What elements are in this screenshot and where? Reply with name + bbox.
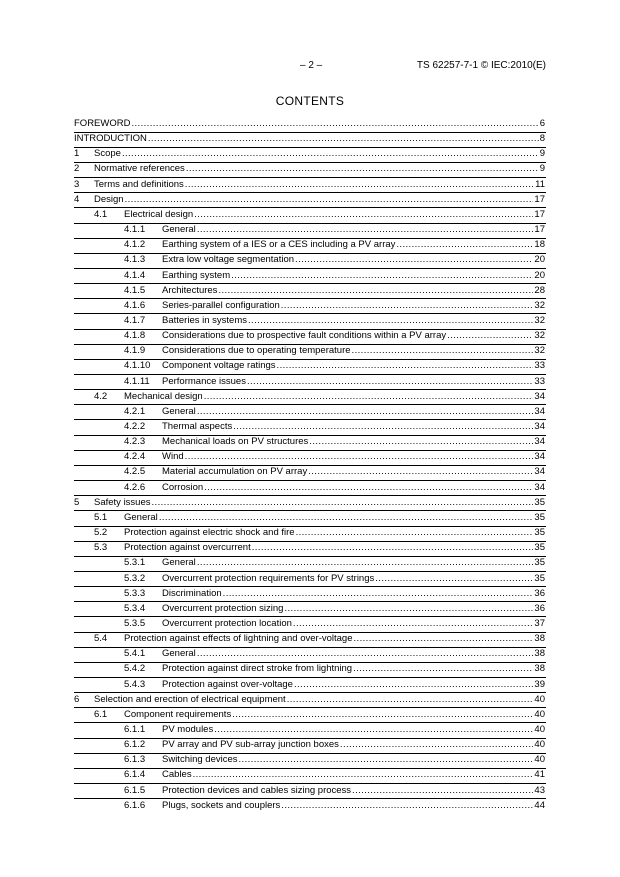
dot-leader <box>159 512 534 524</box>
toc-entry-title: Plugs, sockets and couplers <box>162 799 281 811</box>
toc-entry-title: Overcurrent protection requirements for PV strings <box>162 572 375 584</box>
toc-entry <box>0 360 620 372</box>
toc-entry-page: 40 <box>534 739 545 751</box>
toc-entry-page: 40 <box>534 693 545 705</box>
toc-entry-title: PV modules <box>162 724 214 735</box>
toc-entry-page: 33 <box>534 375 545 387</box>
page-header <box>0 60 620 74</box>
toc-entry-title: Material accumulation on PV array <box>162 466 308 478</box>
toc-entry-page: 36 <box>534 587 545 599</box>
toc-entry-page: 34 <box>534 451 545 463</box>
toc-entry-number: 2 <box>74 163 80 175</box>
toc-entry-number: 5.1 <box>94 511 108 523</box>
dot-leader <box>122 148 539 160</box>
toc-entry-number: 4 <box>74 193 80 205</box>
dot-leader <box>296 527 534 539</box>
toc-entry-title: Protection devices and cables sizing process <box>162 784 352 796</box>
toc-entry-number: 4.1.3 <box>124 254 146 266</box>
toc-entry-title: Design <box>94 193 124 205</box>
toc-entry-title: Terms and definitions <box>94 178 184 190</box>
toc-entry-page: 20 <box>534 269 545 281</box>
toc-entry-number: 5.3.5 <box>124 617 146 629</box>
toc-entry <box>0 285 620 297</box>
toc-entry-number: 5.4.3 <box>124 678 146 690</box>
toc-entry-number: 5.2 <box>94 527 108 539</box>
toc-entry-number: 4.1.4 <box>124 269 146 281</box>
toc-entry-page: 34 <box>534 436 545 448</box>
toc-entry-title: General <box>162 648 196 660</box>
toc-entry-title: Discrimination <box>162 587 222 599</box>
toc-entry-title: Considerations due to operating temperature <box>162 345 351 357</box>
toc-entry-page: 28 <box>534 284 545 296</box>
toc-entry-title: Extra low voltage segmentation <box>162 254 295 266</box>
toc-entry <box>0 194 620 206</box>
toc-entry-page: 18 <box>534 239 545 251</box>
toc-entry-number: 4.1.2 <box>124 239 146 251</box>
dot-leader <box>281 800 533 812</box>
toc-entry <box>0 239 620 251</box>
toc-entry-page: 32 <box>534 345 545 357</box>
toc-entry <box>0 542 620 554</box>
toc-entry-page: 20 <box>534 254 545 266</box>
dot-leader <box>152 497 534 509</box>
toc-entry-number: 5.3.3 <box>124 587 146 599</box>
toc-entry <box>0 694 620 706</box>
toc-entry <box>0 254 620 266</box>
toc-entry-page: 40 <box>534 724 545 735</box>
toc-entry-number: 5 <box>74 496 80 508</box>
toc-entry <box>0 466 620 478</box>
toc-entry <box>0 451 620 463</box>
dot-leader <box>287 694 534 706</box>
toc-entry-number: 5.4.1 <box>124 648 146 660</box>
toc-entry-title: Series-parallel configuration <box>162 299 280 311</box>
dot-leader <box>447 330 533 342</box>
toc-entry-title: FOREWORD <box>74 118 131 129</box>
toc-entry <box>0 709 620 721</box>
dot-leader <box>281 300 534 312</box>
toc-entry <box>0 345 620 357</box>
toc-entry-page: 34 <box>534 466 545 478</box>
toc-entry-number: 4.1.10 <box>124 360 151 372</box>
toc-entry-number: 4.2.5 <box>124 466 146 478</box>
toc-entry <box>0 421 620 433</box>
toc-entry <box>0 800 620 812</box>
toc-entry-title: PV array and PV sub-array junction boxes <box>162 739 339 751</box>
dot-leader <box>232 709 533 721</box>
toc-entry <box>0 573 620 585</box>
toc-entry-page: 40 <box>534 754 545 766</box>
toc-entry-number: 4.1.11 <box>124 375 150 387</box>
toc-entry-number: 3 <box>74 178 80 190</box>
toc-entry <box>0 739 620 751</box>
dot-leader <box>231 270 533 282</box>
toc-entry <box>0 603 620 615</box>
dot-leader <box>197 406 534 418</box>
toc-entry <box>0 179 620 191</box>
toc-entry-number: 6 <box>74 693 80 705</box>
toc-entry-page: 34 <box>534 405 545 417</box>
dot-leader <box>197 224 534 236</box>
dot-leader <box>247 376 533 388</box>
toc-entry-title: Switching devices <box>162 754 238 766</box>
dot-leader <box>214 724 533 736</box>
toc-entry-number: 4.2 <box>94 390 108 402</box>
toc-entry-page: 38 <box>534 648 545 660</box>
dot-leader <box>239 754 534 766</box>
toc-entry <box>0 785 620 797</box>
dot-leader <box>193 769 534 781</box>
dot-leader <box>218 285 533 297</box>
dot-leader <box>233 421 533 433</box>
toc-entry-page: 40 <box>534 708 545 720</box>
toc-entry-title: Thermal aspects <box>162 421 233 432</box>
toc-entry-number: 4.1.5 <box>124 284 146 296</box>
dot-leader <box>352 785 533 797</box>
toc-entry-title: Protection against over-voltage <box>162 678 293 690</box>
toc-entry-title: Mechanical design <box>124 390 203 402</box>
toc-entry-title: Selection and erection of electrical equipment <box>94 693 286 705</box>
toc-entry <box>0 224 620 236</box>
toc-entry-page: 44 <box>534 799 545 811</box>
toc-entry <box>0 133 620 145</box>
toc-entry-page: 9 <box>539 163 545 175</box>
toc-entry-page: 35 <box>534 542 545 554</box>
toc-entry <box>0 527 620 539</box>
dot-leader <box>248 315 533 327</box>
toc-entry-number: 4.1.8 <box>124 330 146 342</box>
toc-entry-page: 39 <box>534 678 545 690</box>
dot-leader <box>309 436 533 448</box>
toc-entry-title: Electrical design <box>124 208 194 220</box>
toc-entry-title: Protection against electric shock and fire <box>124 527 295 539</box>
dot-leader <box>295 254 533 266</box>
dot-leader <box>223 588 534 600</box>
toc-entry <box>0 557 620 569</box>
toc-entry-title: Protection against effects of lightning and over-voltage <box>124 633 353 645</box>
toc-entry-number: 4.2.1 <box>124 405 146 417</box>
contents-title: CONTENTS <box>275 94 345 108</box>
toc-entry-number: 5.4 <box>94 633 108 645</box>
toc-entry-title: Overcurrent protection sizing <box>162 602 284 614</box>
toc-entry-title: Normative references <box>94 163 185 175</box>
toc-entry-page: 35 <box>534 511 545 523</box>
toc-entry-number: 5.4.2 <box>124 663 146 675</box>
dot-leader <box>252 542 534 554</box>
dot-leader <box>204 391 534 403</box>
dot-leader <box>353 663 533 675</box>
toc-entry <box>0 588 620 600</box>
toc-entry <box>0 406 620 418</box>
toc-entry-number: 6.1.2 <box>124 739 146 751</box>
toc-entry-title: Performance issues <box>162 375 246 387</box>
dot-leader <box>131 118 538 130</box>
toc-entry-number: 4.1.7 <box>124 314 146 326</box>
toc-entry-page: 36 <box>534 602 545 614</box>
toc-entry-page: 37 <box>534 617 545 629</box>
toc-entry-page: 32 <box>534 314 545 326</box>
dot-leader <box>352 345 534 357</box>
toc-entry-page: 35 <box>534 557 545 569</box>
toc-entry-page: 8 <box>539 133 545 145</box>
dot-leader <box>197 648 534 660</box>
toc-entry-number: 6.1.6 <box>124 799 146 811</box>
toc-entry-number: 4.1.1 <box>124 224 146 236</box>
toc-entry-title: Considerations due to prospective fault conditions within a PV array <box>162 330 447 342</box>
dot-leader <box>197 557 534 569</box>
toc-entry <box>0 633 620 645</box>
toc-entry-page: 33 <box>534 360 545 372</box>
toc-entry-page: 35 <box>534 572 545 584</box>
dot-leader <box>277 360 534 372</box>
toc-entry-page: 17 <box>534 208 545 220</box>
toc-entry-title: General <box>162 557 196 569</box>
dot-leader <box>354 633 534 645</box>
toc-entry-number: 4.2.4 <box>124 451 146 463</box>
toc-entry-page: 34 <box>534 390 545 402</box>
toc-entry-title: Component requirements <box>124 708 232 720</box>
toc-entry <box>0 391 620 403</box>
dot-leader <box>396 239 533 251</box>
dot-leader <box>148 133 539 145</box>
toc-entry-title: General <box>162 405 196 417</box>
toc-entry-title: Earthing system <box>162 269 231 281</box>
dot-leader <box>185 451 534 463</box>
toc-entry-page: 6 <box>539 118 545 129</box>
toc-entry <box>0 482 620 494</box>
toc-entry-number: 6.1.5 <box>124 784 146 796</box>
dot-leader <box>185 179 534 191</box>
toc-entry-number: 5.3.4 <box>124 602 146 614</box>
dot-leader <box>294 679 533 691</box>
toc-entry-title: Safety issues <box>94 496 151 508</box>
toc-entry <box>0 376 620 388</box>
dot-leader <box>340 739 534 751</box>
toc-entry-title: Protection against overcurrent <box>124 542 251 554</box>
dot-leader <box>186 163 539 175</box>
toc-entry-page: 32 <box>534 330 545 342</box>
toc-entry-title: Cables <box>162 769 192 781</box>
toc-entry-title: Scope <box>94 148 121 160</box>
toc-entry-title: Component voltage ratings <box>162 360 276 372</box>
toc-entry-title: INTRODUCTION <box>74 133 147 145</box>
toc-entry-page: 38 <box>534 663 545 675</box>
dot-leader <box>204 482 533 494</box>
dot-leader <box>284 603 533 615</box>
toc-entry-page: 17 <box>534 224 545 236</box>
toc-entry <box>0 769 620 781</box>
toc-entry-title: General <box>162 224 196 236</box>
toc-entry <box>0 648 620 660</box>
toc-entry-number: 6.1 <box>94 708 108 720</box>
toc-entry <box>0 315 620 327</box>
toc-entry <box>0 270 620 282</box>
dot-leader <box>375 573 533 585</box>
toc-entry-page: 34 <box>534 481 545 493</box>
toc-entry <box>0 118 620 130</box>
toc-entry-number: 5.3.1 <box>124 557 146 569</box>
toc-entry <box>0 754 620 766</box>
toc-entry <box>0 330 620 342</box>
toc-entry-number: 4.1.9 <box>124 345 146 357</box>
page-number: – 2 – <box>300 60 323 71</box>
toc-entry-number: 4.2.2 <box>124 421 146 432</box>
toc-entry <box>0 618 620 630</box>
toc-entry <box>0 436 620 448</box>
dot-leader <box>293 618 534 630</box>
toc-entry <box>0 209 620 221</box>
toc-entry-number: 5.3.2 <box>124 572 146 584</box>
toc-entry-title: Mechanical loads on PV structures <box>162 436 309 448</box>
dot-leader <box>194 209 533 221</box>
toc-entry-page: 41 <box>534 769 545 781</box>
toc-entry <box>0 724 620 736</box>
toc-entry <box>0 300 620 312</box>
toc-entry-page: 11 <box>535 178 545 190</box>
toc-entry <box>0 148 620 160</box>
toc-entry <box>0 663 620 675</box>
toc-entry <box>0 163 620 175</box>
toc-entry <box>0 679 620 691</box>
toc-entry-page: 35 <box>534 496 545 508</box>
toc-entry-page: 32 <box>534 299 545 311</box>
dot-leader <box>308 466 533 478</box>
toc-entry-title: Earthing system of a IES or a CES including a PV array <box>162 239 396 251</box>
toc-entry-title: General <box>124 511 158 523</box>
toc-entry-number: 6.1.3 <box>124 754 146 766</box>
toc-entry-number: 4.2.6 <box>124 481 146 493</box>
toc-entry-title: Wind <box>162 451 184 463</box>
dot-leader <box>125 194 534 206</box>
toc-entry-title: Overcurrent protection location <box>162 617 292 629</box>
toc-entry-page: 17 <box>534 193 545 205</box>
toc-entry-number: 4.1.6 <box>124 299 146 311</box>
toc-entry-number: 4.2.3 <box>124 436 146 448</box>
toc-entry-number: 1 <box>74 148 80 160</box>
toc-entry <box>0 512 620 524</box>
toc-entry-number: 6.1.1 <box>124 724 146 735</box>
toc-entry-number: 4.1 <box>94 208 108 220</box>
toc-entry <box>0 497 620 509</box>
toc-entry-page: 34 <box>534 421 545 432</box>
toc-entry-page: 9 <box>539 148 545 160</box>
toc-entry-page: 43 <box>534 784 545 796</box>
toc-entry-number: 6.1.4 <box>124 769 146 781</box>
toc-entry-title: Corrosion <box>162 481 204 493</box>
toc-entry-title: Architectures <box>162 284 218 296</box>
toc-entry-title: Batteries in systems <box>162 314 247 326</box>
toc-entry-page: 38 <box>534 633 545 645</box>
toc-entry-page: 35 <box>534 527 545 539</box>
document-id: TS 62257-7-1 © IEC:2010(E) <box>416 60 546 71</box>
toc-entry-title: Protection against direct stroke from lightning <box>162 663 353 675</box>
toc-entry-number: 5.3 <box>94 542 108 554</box>
